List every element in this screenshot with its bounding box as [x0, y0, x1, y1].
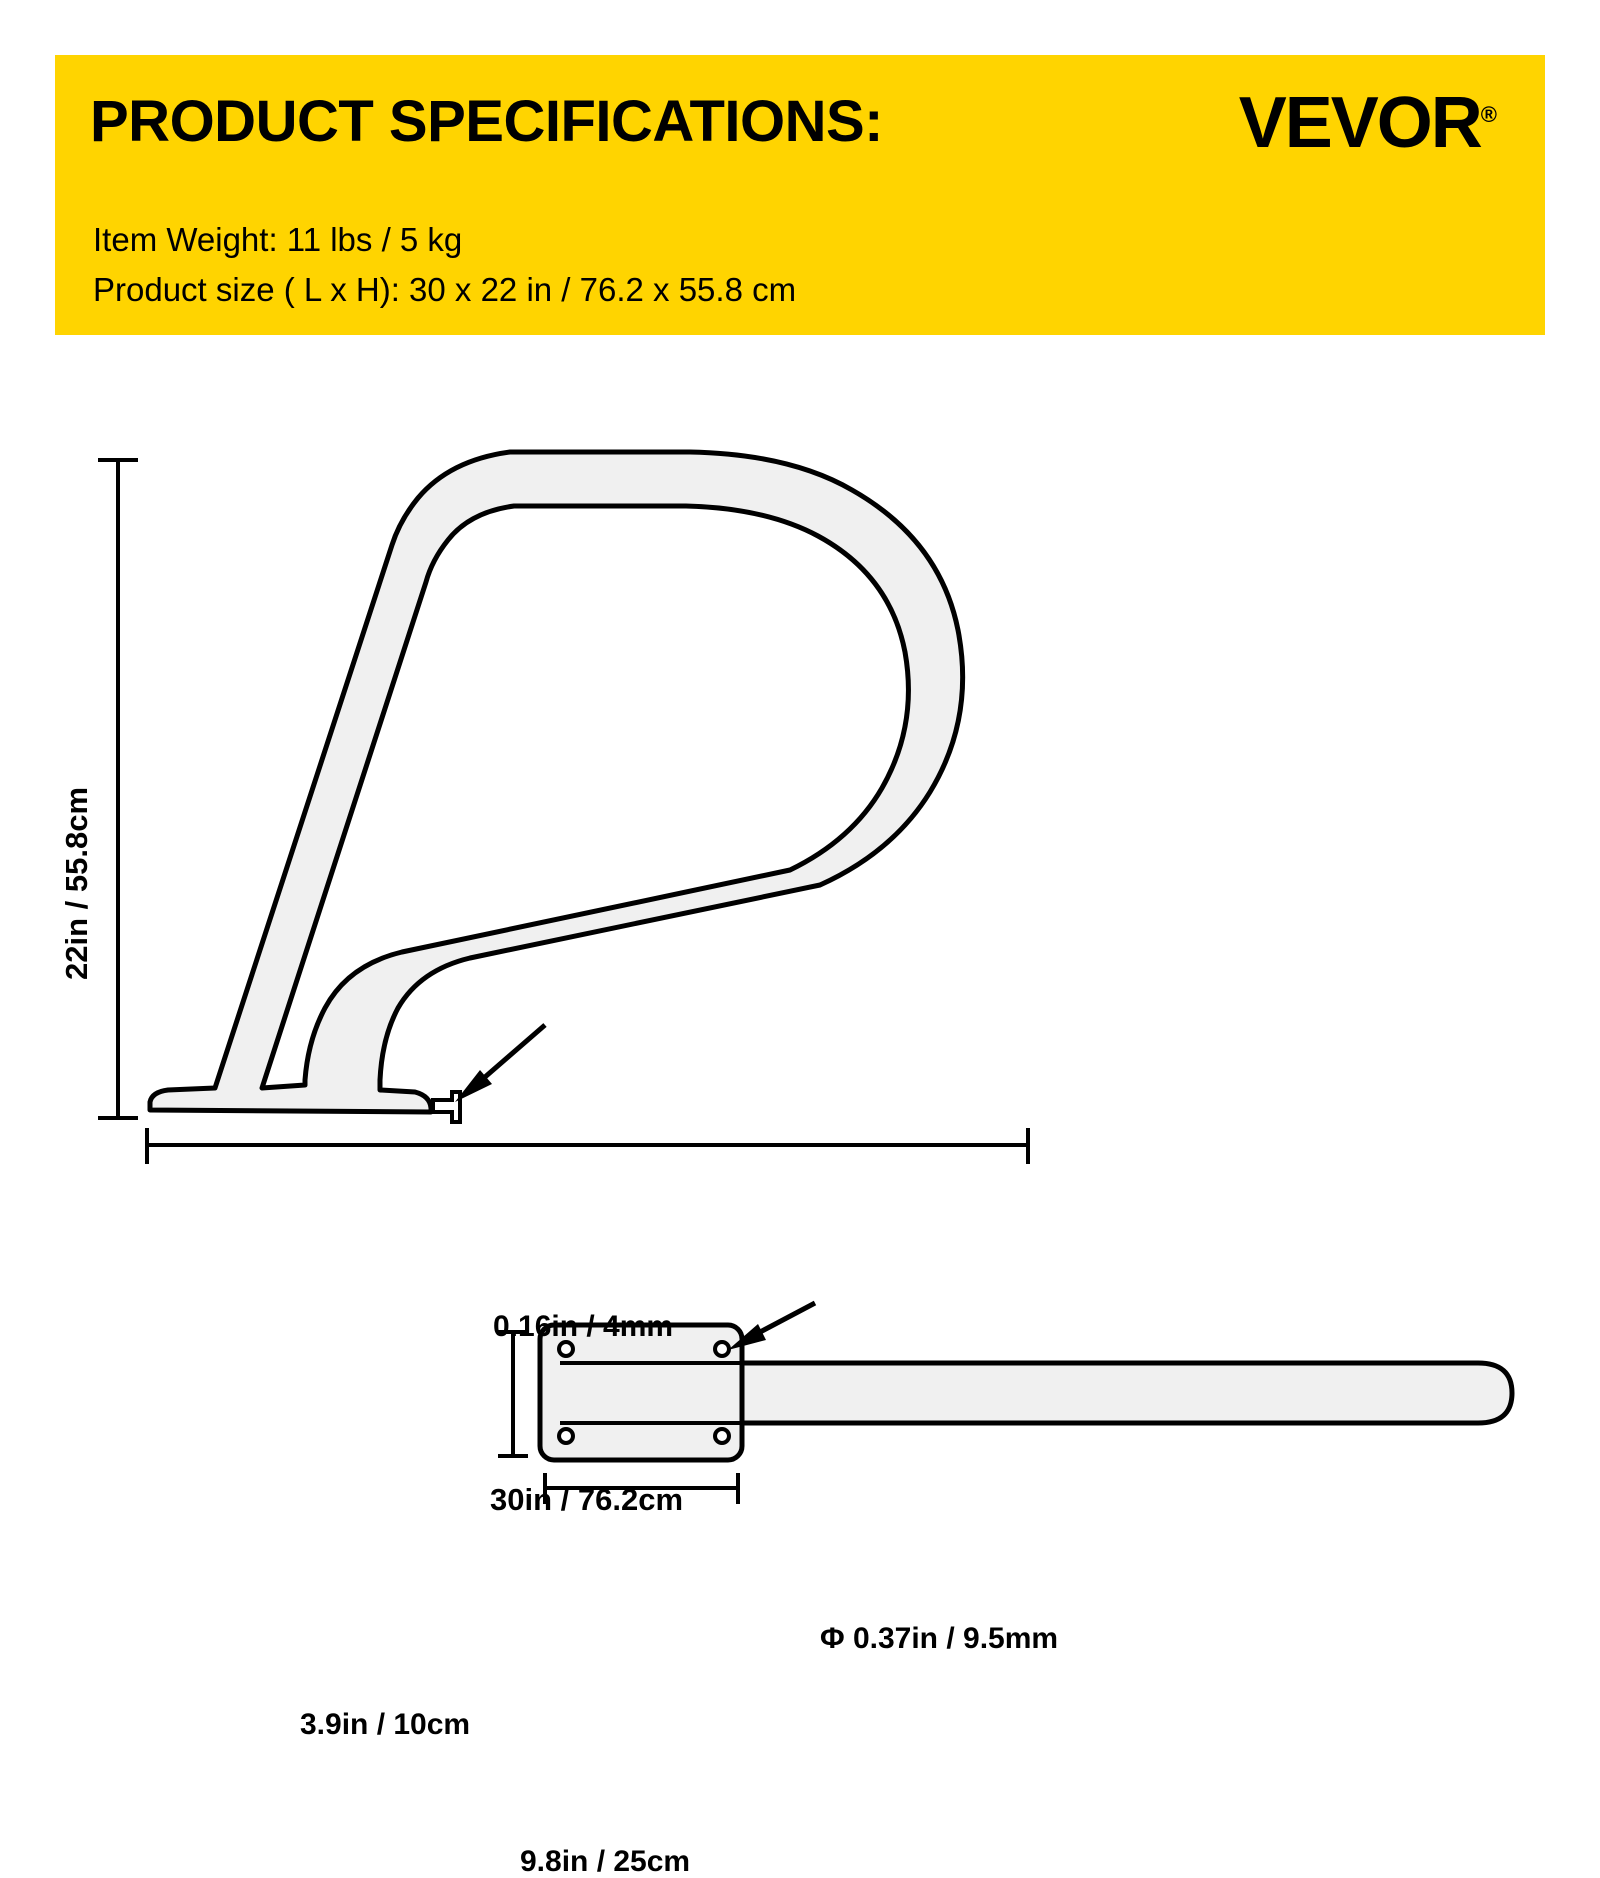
page-title: PRODUCT SPECIFICATIONS: [90, 89, 883, 154]
technical-drawing [0, 340, 1600, 1878]
leader-hole-diameter [728, 1303, 815, 1350]
leader-thickness [455, 1025, 545, 1102]
label-hole-diameter: Φ 0.37in / 9.5mm [820, 1622, 1059, 1655]
dimension-base-height [498, 1330, 528, 1458]
brand-name: VEVOR [1238, 83, 1481, 163]
spec-product-size: Product size ( L x H): 30 x 22 in / 76.2 x 55.8 cm [93, 271, 797, 308]
mounting-hole [715, 1429, 729, 1443]
handrail-side-view [150, 452, 963, 1122]
dimension-height [98, 458, 138, 1120]
spec-item-weight: Item Weight: 11 lbs / 5 kg [93, 221, 463, 258]
brand-logo [1238, 83, 1497, 163]
label-width: 30in / 76.2cm [490, 1482, 684, 1517]
label-thickness: 0.16in / 4mm [493, 1310, 674, 1343]
drawing-canvas [0, 340, 1600, 1600]
registered-mark-icon: ® [1480, 102, 1497, 127]
spec-banner [55, 55, 1545, 335]
label-base-height: 3.9in / 10cm [300, 1708, 471, 1741]
handrail-top-view [540, 1325, 1512, 1460]
mounting-hole [559, 1342, 573, 1356]
mounting-hole [559, 1429, 573, 1443]
label-base-width: 9.8in / 25cm [520, 1845, 691, 1878]
label-height: 22in / 55.8cm [59, 786, 94, 980]
dimension-width [145, 1128, 1030, 1164]
mounting-hole [715, 1342, 729, 1356]
